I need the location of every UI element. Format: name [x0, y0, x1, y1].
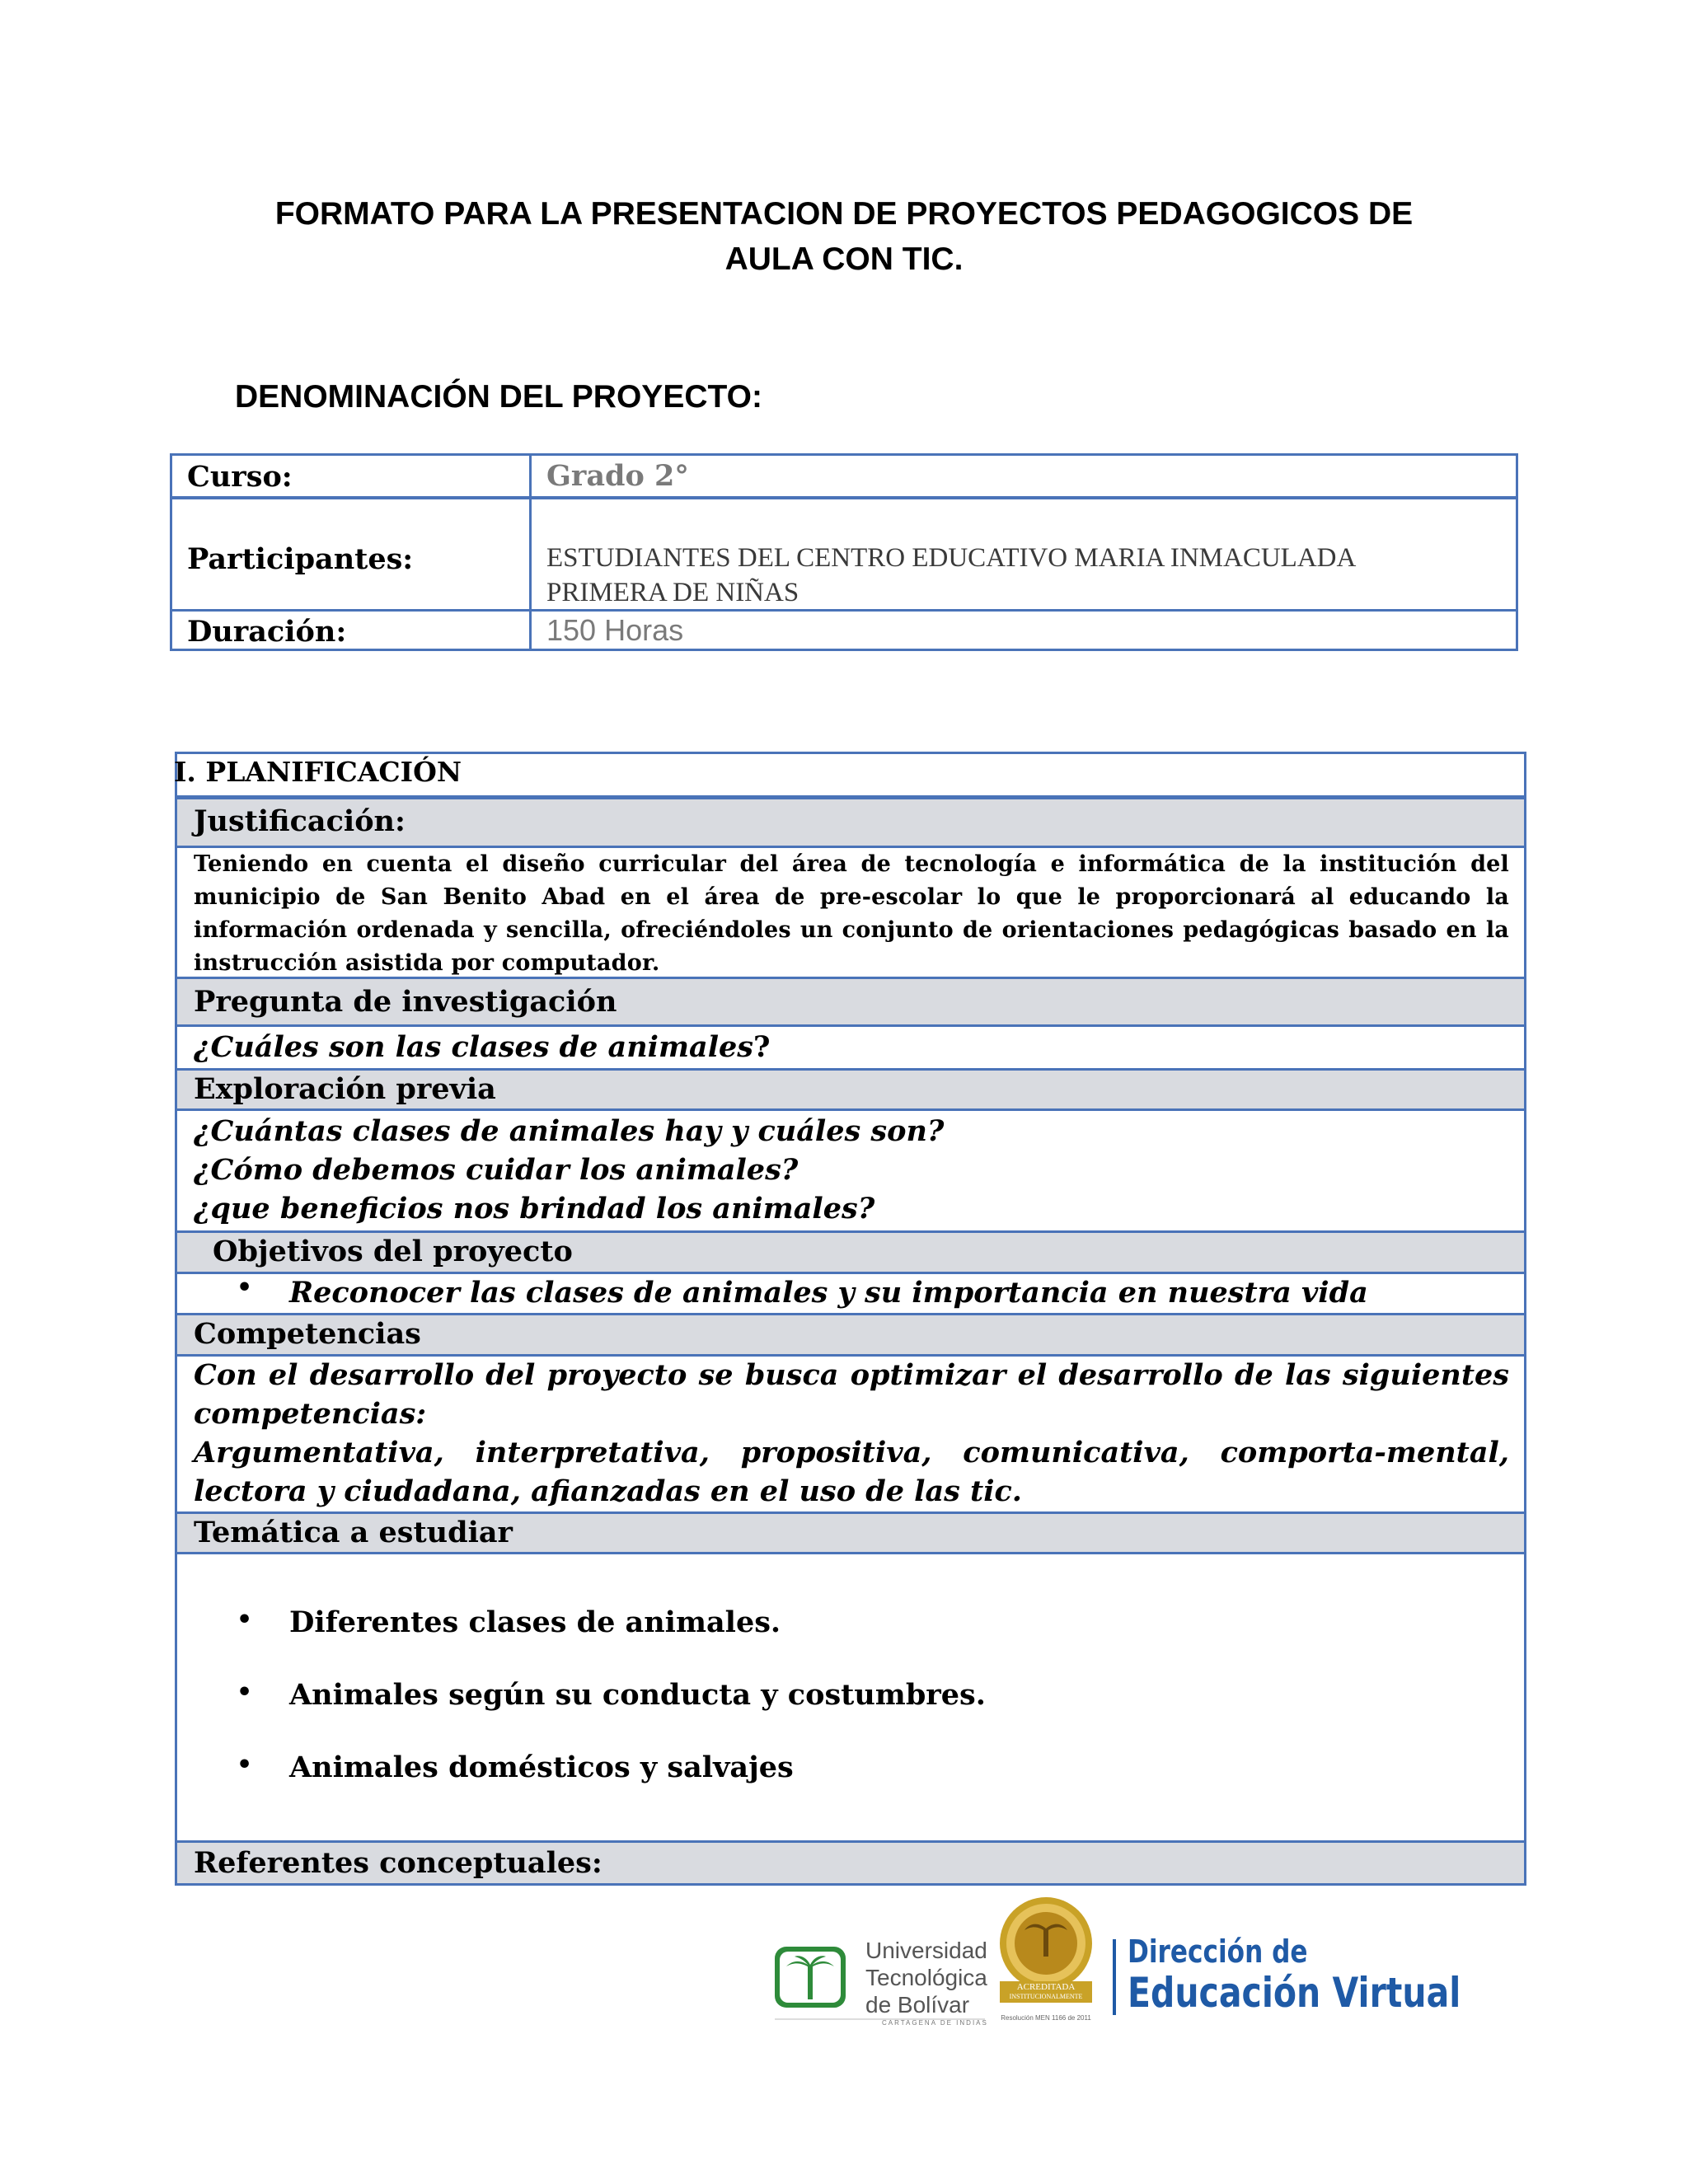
tematica-item: Diferentes clases de animales. [289, 1605, 781, 1639]
seal-band-line-2: INSTITUCIONALMENTE [1009, 1993, 1083, 2000]
pregunta-text [194, 1028, 1509, 1067]
exploracion-line: ¿que beneficios nos brindad los animales? [194, 1192, 875, 1226]
competencias-paragraph-2: Argumentativa, interpretativa, propositiva, comunicativa, comporta-mental, lectora y ciudadana, afianzadas en el uso de las tic. [194, 1436, 1509, 1508]
bullet-icon: • [237, 1273, 253, 1302]
exploracion-line: ¿Cómo debemos cuidar los animales? [194, 1153, 799, 1187]
seal-band-line-1: ACREDITADA [1016, 1982, 1076, 1992]
seal-caption: Resolución MEN 1166 de 2011 [1001, 2014, 1091, 2022]
pregunta-question: ¿Cuáles son las clases de animales [194, 1030, 753, 1064]
divider-bar [1113, 1939, 1116, 2015]
exploracion-line: ¿Cuántas clases de animales hay y cuáles son? [194, 1114, 945, 1148]
tematica-header [177, 1514, 1524, 1552]
objetivos-label: Objetivos del proyecto [213, 1235, 573, 1268]
justificacion-text: Teniendo en cuenta el diseño curricular del área de tecnología e informática de la institución del municipio de San Benito Abad en el área de pre-escolar lo que le proporcionará al educando la información ordenada y sencilla, ofreciéndoles un conjunto de orientaciones pedagógicas basado en la instrucción asistida por computador. [194, 851, 1509, 976]
document-title [165, 191, 1523, 282]
pregunta-header [177, 979, 1524, 1024]
utb-line-1: Universidad [865, 1938, 987, 1963]
column-divider [529, 456, 532, 649]
utb-name [865, 1937, 987, 2018]
planificacion-heading: I. PLANIFICACIÓN [174, 756, 462, 788]
title-line-1: FORMATO PARA LA PRESENTACION DE PROYECTOS PEDAGOGICOS DE [274, 196, 1414, 232]
participantes-line-1: ESTUDIANTES DEL CENTRO EDUCATIVO MARIA INMACULADA [546, 543, 1357, 573]
participantes-label: Participantes: [187, 542, 414, 576]
duracion-label: Duración: [187, 615, 347, 649]
dev-line-2: Educación Virtual [1128, 1969, 1461, 2017]
utb-line-3: de Bolívar [865, 1992, 970, 2018]
tematica-item: Animales domésticos y salvajes [289, 1750, 794, 1784]
tematica-item: Animales según su conducta y costumbres. [289, 1678, 986, 1712]
row-divider [177, 1552, 1524, 1554]
competencias-text [194, 1356, 1509, 1511]
bullet-icon: • [237, 1605, 253, 1634]
planning-table [175, 752, 1526, 1886]
objetivo-item: Reconocer las clases de animales y su importancia en nuestra vida [289, 1276, 1368, 1310]
exploracion-label: Exploración previa [194, 1072, 496, 1106]
utb-subtitle: CARTAGENA DE INDIAS [882, 2019, 988, 2027]
project-name-heading: DENOMINACIÓN DEL PROYECTO: [235, 379, 762, 415]
justificacion-header [177, 799, 1524, 846]
exploracion-list [194, 1112, 1509, 1228]
exploracion-header [177, 1071, 1524, 1108]
curso-label: Curso: [187, 460, 293, 494]
seal-band [1000, 1982, 1092, 2002]
justificacion-label: Justificación: [194, 804, 406, 838]
competencias-header [177, 1315, 1524, 1354]
row-divider [177, 1024, 1524, 1027]
row-divider [177, 1108, 1524, 1111]
dev-line-1: Dirección de [1128, 1933, 1308, 1970]
tematica-label: Temática a estudiar [194, 1516, 513, 1549]
participantes-value [546, 541, 1356, 610]
competencias-paragraph-1: Con el desarrollo del proyecto se busca optimizar el desarrollo de las siguientes competencias: [194, 1358, 1509, 1431]
competencias-label: Competencias [194, 1317, 421, 1351]
bullet-icon: • [237, 1750, 253, 1779]
pregunta-question-mark: ? [753, 1030, 771, 1064]
referentes-header [177, 1843, 1524, 1883]
utb-line-2: Tecnológica [865, 1965, 987, 1990]
title-line-2: AULA CON TIC. [724, 241, 964, 277]
accreditation-seal [995, 1896, 1097, 2027]
educacion-virtual-logo [1113, 1933, 1461, 2023]
bullet-icon: • [237, 1678, 253, 1707]
participantes-line-2: PRIMERA DE NIÑAS [546, 578, 799, 607]
utb-logo [775, 1933, 989, 2026]
project-info-table [170, 453, 1518, 651]
duracion-value: 150 Horas [546, 613, 684, 647]
curso-value: Grado 2° [546, 459, 689, 493]
referentes-label: Referentes conceptuales: [194, 1846, 603, 1880]
objetivos-header [177, 1233, 1524, 1272]
dev-text [1128, 1933, 1461, 2015]
row-divider [172, 496, 1516, 499]
pregunta-label: Pregunta de investigación [194, 985, 617, 1019]
